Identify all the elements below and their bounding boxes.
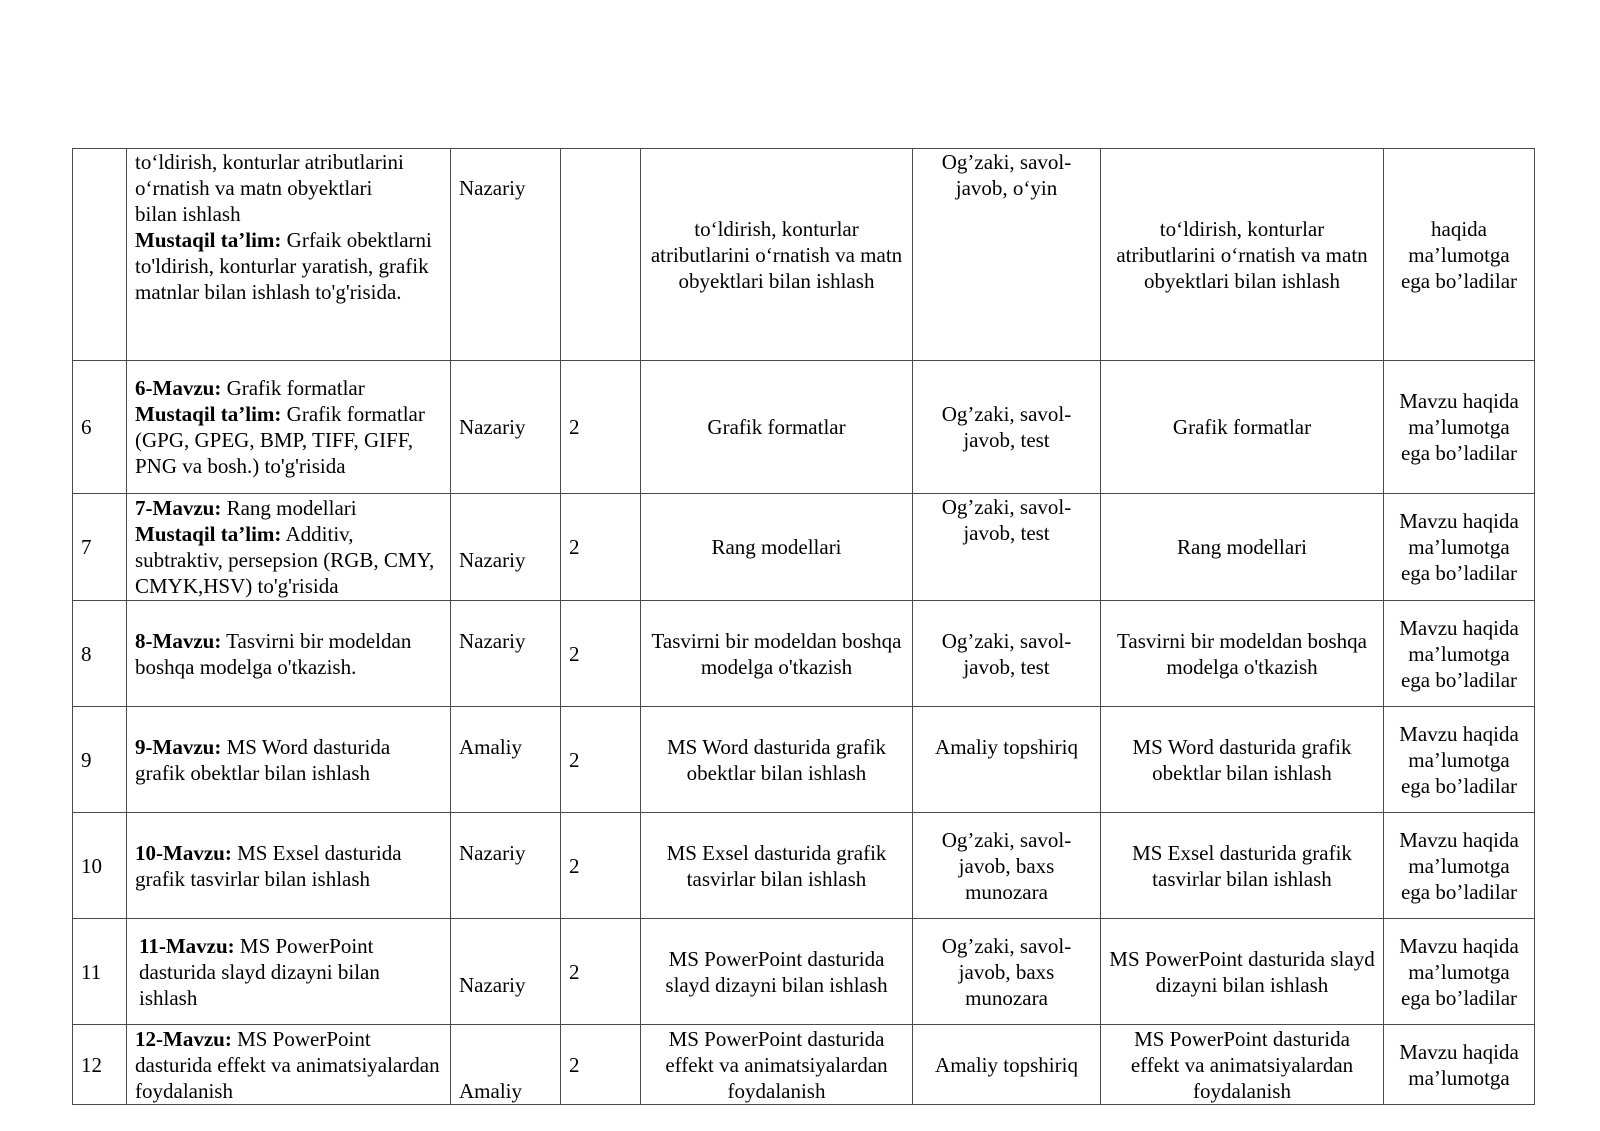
lesson-type: Nazariy <box>451 149 561 361</box>
teaching-method: Amaliy topshiriq <box>913 707 1101 813</box>
self-study-label: Mustaqil ta’lim: <box>135 522 282 546</box>
topic-title: Rang modellari <box>221 496 357 520</box>
topic-line: o‘rnatish va matn obyektlari <box>135 176 373 200</box>
self-study-text: Grafik formatlar (GPG, GPEG, BMP, TIFF, GIFF, PNG va bosh.) to'g'risida <box>135 402 425 478</box>
topic-cell <box>127 149 451 361</box>
row-number: 7 <box>73 494 127 601</box>
lesson-content: MS Word dasturida grafik obektlar bilan ishlash <box>641 707 913 813</box>
topic-title: Tasvirni bir modeldan boshqa modelga o'tkazish. <box>135 628 412 679</box>
lesson-type: Nazariy <box>451 919 561 1025</box>
lesson-type: Nazariy <box>451 601 561 707</box>
self-study-text: Grfaik obektlarni to'ldirish, konturlar yaratish, grafik matnlar bilan ishlash to'g'risida. <box>135 228 432 304</box>
learning-outcome: Mavzu haqida ma’lumotga ega bo’ladilar <box>1384 813 1535 919</box>
table-row <box>73 149 1535 361</box>
topic-label: 8-Mavzu: <box>135 628 222 653</box>
hours: 2 <box>561 494 641 601</box>
teaching-method: Og’zaki, savol-javob, o‘yin <box>913 149 1101 361</box>
hours: 2 <box>561 1025 641 1105</box>
topic-title: MS Exsel dasturida grafik tasvirlar bilan ishlash <box>135 840 402 891</box>
lesson-result: Grafik formatlar <box>1101 361 1384 494</box>
learning-outcome: Mavzu haqida ma’lumotga ega bo’ladilar <box>1384 494 1535 601</box>
lesson-content: to‘ldirish, konturlar atributlarini o‘rnatish va matn obyektlari bilan ishlash <box>641 149 913 361</box>
lesson-result: Rang modellari <box>1101 494 1384 601</box>
hours: 2 <box>561 601 641 707</box>
row-number: 9 <box>73 707 127 813</box>
topic-title: Grafik formatlar <box>221 376 365 400</box>
teaching-method: Og’zaki, savol-javob, baxs munozara <box>913 919 1101 1025</box>
teaching-method: Og’zaki, savol-javob, baxs munozara <box>913 813 1101 919</box>
table-row <box>73 361 1535 494</box>
learning-outcome: Mavzu haqida ma’lumotga ega bo’ladilar <box>1384 919 1535 1025</box>
hours: 2 <box>561 361 641 494</box>
topic-cell <box>127 601 451 707</box>
topic-line: bilan ishlash <box>135 202 241 226</box>
row-number <box>73 149 127 361</box>
table-row <box>73 601 1535 707</box>
row-number: 11 <box>73 919 127 1025</box>
lesson-content: MS PowerPoint dasturida slayd dizayni bilan ishlash <box>641 919 913 1025</box>
hours <box>561 149 641 361</box>
table-row <box>73 1025 1535 1105</box>
lesson-content: Grafik formatlar <box>641 361 913 494</box>
self-study-label: Mustaqil ta’lim: <box>135 402 282 426</box>
row-number: 6 <box>73 361 127 494</box>
curriculum-table <box>72 148 1535 1105</box>
lesson-result: MS Exsel dasturida grafik tasvirlar bilan ishlash <box>1101 813 1384 919</box>
topic-label: 10-Mavzu: <box>135 840 232 865</box>
lesson-type: Amaliy <box>451 707 561 813</box>
teaching-method: Og’zaki, savol-javob, test <box>913 361 1101 494</box>
table-row <box>73 707 1535 813</box>
topic-label: 12-Mavzu: <box>135 1026 232 1051</box>
lesson-content: Tasvirni bir modeldan boshqa modelga o'tkazish <box>641 601 913 707</box>
row-number: 8 <box>73 601 127 707</box>
self-study-text: Additiv, subtraktiv, persepsion (RGB, CMY, CMYK,HSV) to'g'risida <box>135 522 435 598</box>
lesson-result: MS Word dasturida grafik obektlar bilan ishlash <box>1101 707 1384 813</box>
topic-title: MS Word dasturida grafik obektlar bilan ishlash <box>135 734 391 785</box>
learning-outcome: Mavzu haqida ma’lumotga ega bo’ladilar <box>1384 361 1535 494</box>
lesson-content: MS Exsel dasturida grafik tasvirlar bilan ishlash <box>641 813 913 919</box>
lesson-result: MS PowerPoint dasturida effekt va animatsiyalardan foydalanish <box>1101 1025 1384 1105</box>
self-study-label: Mustaqil ta’lim: <box>135 228 282 252</box>
lesson-type: Nazariy <box>451 361 561 494</box>
lesson-type: Nazariy <box>451 494 561 601</box>
lesson-result: Tasvirni bir modeldan boshqa modelga o'tkazish <box>1101 601 1384 707</box>
table-row <box>73 919 1535 1025</box>
lesson-result: to‘ldirish, konturlar atributlarini o‘rnatish va matn obyektlari bilan ishlash <box>1101 149 1384 361</box>
topic-label: 11-Mavzu: <box>139 933 235 958</box>
topic-cell <box>127 707 451 813</box>
lesson-result: MS PowerPoint dasturida slayd dizayni bilan ishlash <box>1101 919 1384 1025</box>
lesson-type: Amaliy <box>451 1025 561 1105</box>
lesson-content: Rang modellari <box>641 494 913 601</box>
learning-outcome: haqida ma’lumotga ega bo’ladilar <box>1384 149 1535 361</box>
topic-cell <box>127 361 451 494</box>
learning-outcome: Mavzu haqida ma’lumotga <box>1384 1025 1535 1105</box>
topic-label: 7-Mavzu: <box>135 496 222 520</box>
topic-cell <box>127 813 451 919</box>
topic-title: MS PowerPoint dasturida effekt va animatsiyalardan foydalanish <box>135 1026 440 1103</box>
topic-label: 9-Mavzu: <box>135 734 222 759</box>
topic-label: 6-Mavzu: <box>135 376 222 400</box>
topic-line: to‘ldirish, konturlar atributlarini <box>135 150 404 174</box>
hours: 2 <box>561 919 641 1025</box>
row-number: 10 <box>73 813 127 919</box>
hours: 2 <box>561 813 641 919</box>
row-number: 12 <box>73 1025 127 1105</box>
topic-title: MS PowerPoint dasturida slayd dizayni bilan ishlash <box>139 933 380 1010</box>
learning-outcome: Mavzu haqida ma’lumotga ega bo’ladilar <box>1384 601 1535 707</box>
table-row <box>73 813 1535 919</box>
topic-cell <box>127 1025 451 1105</box>
teaching-method: Og’zaki, savol-javob, test <box>913 494 1101 601</box>
teaching-method: Og’zaki, savol-javob, test <box>913 601 1101 707</box>
teaching-method: Amaliy topshiriq <box>913 1025 1101 1105</box>
lesson-type: Nazariy <box>451 813 561 919</box>
topic-cell <box>127 494 451 601</box>
topic-cell <box>127 919 451 1025</box>
lesson-content: MS PowerPoint dasturida effekt va animatsiyalardan foydalanish <box>641 1025 913 1105</box>
table-row <box>73 494 1535 601</box>
learning-outcome: Mavzu haqida ma’lumotga ega bo’ladilar <box>1384 707 1535 813</box>
hours: 2 <box>561 707 641 813</box>
